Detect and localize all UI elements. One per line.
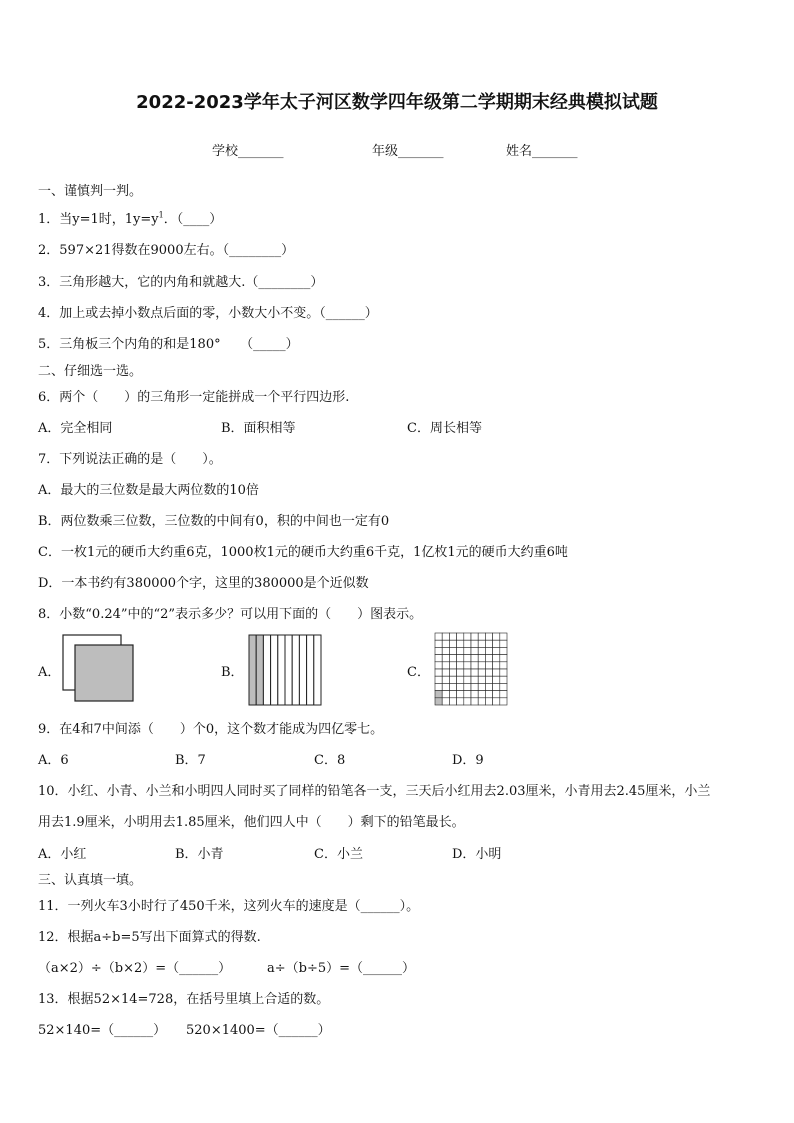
grid-cell: [464, 662, 471, 669]
grid-cell: [464, 683, 471, 690]
strip: [292, 635, 299, 705]
grid-cell: [493, 647, 500, 654]
grid-cell: [442, 633, 449, 640]
grid-cell: [471, 640, 478, 647]
grid-cell: [500, 633, 507, 640]
grid-cell: [500, 640, 507, 647]
grid-cell: [457, 662, 464, 669]
grid-cell: [457, 683, 464, 690]
page-title: 2022-2023学年太子河区数学四年级第二学期期末经典模拟试题: [136, 92, 658, 113]
q7-option-a[interactable]: A．最大的三位数是最大两位数的10倍: [38, 483, 259, 498]
grid-cell: [493, 655, 500, 662]
section-2-heading: 二、仔细选一选。: [38, 364, 143, 379]
grid-cell: [478, 640, 485, 647]
grid-cell: [449, 669, 456, 676]
grid-cell: [493, 640, 500, 647]
grade-field[interactable]: 年级_______: [372, 144, 444, 159]
grid-cell-shaded: [435, 698, 442, 705]
grid-cell: [471, 662, 478, 669]
name-field[interactable]: 姓名_______: [506, 144, 578, 159]
grid-cell: [478, 655, 485, 662]
question-6: 6．两个（ ）的三角形一定能拼成一个平行四边形.: [38, 390, 350, 405]
q10-option-a[interactable]: A．小红: [38, 847, 87, 862]
grid-cell: [449, 633, 456, 640]
q8-figure-a[interactable]: [62, 634, 136, 704]
q10-option-c[interactable]: C．小兰: [314, 847, 363, 862]
strip: [278, 635, 285, 705]
grid-cell: [435, 662, 442, 669]
grid-cell: [485, 683, 492, 690]
question-9: 9．在4和7中间添（ ）个0，这个数才能成为四亿零七。: [38, 722, 384, 737]
grid-cell: [493, 698, 500, 705]
question-8: 8．小数“0.24”中的“2”表示多少？可以用下面的（ ）图表示。: [38, 607, 423, 622]
question-12: 12．根据a÷b=5写出下面算式的得数.: [38, 930, 261, 945]
strip: [307, 635, 314, 705]
grid-cell: [493, 633, 500, 640]
grid-cell: [471, 691, 478, 698]
grid-cell: [464, 669, 471, 676]
grid-cell: [478, 647, 485, 654]
grid-cell: [485, 655, 492, 662]
unit-square-front: [75, 645, 133, 701]
grid-cell: [442, 676, 449, 683]
question-10-line-2: 用去1.9厘米，小明用去1.85厘米，他们四人中（ ）剩下的铅笔最长。: [38, 815, 465, 830]
grid-cell: [449, 683, 456, 690]
grid-cell: [457, 633, 464, 640]
grid-cell: [493, 683, 500, 690]
grid-cell-shaded: [435, 691, 442, 698]
grid-cell: [435, 647, 442, 654]
q9-option-d[interactable]: D．9: [452, 753, 484, 768]
strip: [271, 635, 278, 705]
grid-cell: [493, 669, 500, 676]
grid-cell: [435, 683, 442, 690]
grid-cell: [435, 633, 442, 640]
q12-expression-a[interactable]: （a×2）÷（b×2）=（______）: [38, 961, 232, 976]
grid-cell: [485, 691, 492, 698]
q10-option-b[interactable]: B．小青: [175, 847, 224, 862]
q8-option-a-label[interactable]: A．: [38, 665, 61, 680]
grid-cell: [435, 669, 442, 676]
q8-figure-b[interactable]: [248, 634, 323, 706]
grid-cell: [485, 669, 492, 676]
grid-cell: [500, 662, 507, 669]
grid-cell: [457, 669, 464, 676]
q8-option-b-label[interactable]: B．: [221, 665, 244, 680]
grid-cell: [449, 676, 456, 683]
question-13: 13．根据52×14=728，在括号里填上合适的数。: [38, 992, 330, 1007]
q1-superscript: 1: [158, 210, 164, 220]
grid-cell: [485, 698, 492, 705]
grid-cell: [449, 691, 456, 698]
q9-option-b[interactable]: B．7: [175, 753, 206, 768]
grid-cell: [500, 683, 507, 690]
strip: [263, 635, 270, 705]
grid-cell: [457, 647, 464, 654]
strip: [314, 635, 321, 705]
q7-option-c[interactable]: C．一枚1元的硬币大约重6克，1000枚1元的硬币大约重6千克，1亿枚1元的硬币大约重6吨: [38, 545, 568, 560]
grid-cell: [471, 647, 478, 654]
grid-cell: [478, 669, 485, 676]
grid-cell: [485, 676, 492, 683]
grid-cell: [493, 662, 500, 669]
q1-answer[interactable]: ．（____）: [163, 212, 223, 227]
grid-cell: [471, 676, 478, 683]
grid-cell: [493, 691, 500, 698]
question-10-line-1: 10．小红、小青、小兰和小明四人同时买了同样的铅笔各一支，三天后小红用去2.03厘米，小青用去2.45厘米，小兰: [38, 784, 711, 799]
grid-cell: [500, 691, 507, 698]
grid-cell: [471, 683, 478, 690]
grid-cell: [442, 640, 449, 647]
grid-cell: [442, 669, 449, 676]
q9-option-c[interactable]: C．8: [314, 753, 346, 768]
grid-cell: [449, 640, 456, 647]
strip: [299, 635, 306, 705]
question-2: 2．597×21得数在9000左右。（________）: [38, 243, 295, 258]
grid-cell: [449, 647, 456, 654]
grid-cell: [442, 647, 449, 654]
grid-cell: [442, 691, 449, 698]
question-7: 7．下列说法正确的是（ ）。: [38, 452, 222, 467]
q9-option-a[interactable]: A．6: [38, 753, 69, 768]
strip-shaded: [256, 635, 263, 705]
grid-cell: [442, 698, 449, 705]
grid-cell: [457, 676, 464, 683]
q7-option-b[interactable]: B．两位数乘三位数，三位数的中间有0，积的中间也一定有0: [38, 514, 390, 529]
strip-shaded: [249, 635, 256, 705]
grid-cell: [464, 655, 471, 662]
grid-cell: [449, 655, 456, 662]
grid-cell: [471, 633, 478, 640]
grid-cell: [435, 640, 442, 647]
question-4: 4．加上或去掉小数点后面的零，小数大小不变。（______）: [38, 306, 378, 321]
q10-option-d[interactable]: D．小明: [452, 847, 502, 862]
grid-cell: [435, 655, 442, 662]
q13-expression-a[interactable]: 52×140=（______）: [38, 1023, 167, 1038]
grid-cell: [500, 676, 507, 683]
grid-cell: [485, 633, 492, 640]
grid-cell: [478, 691, 485, 698]
section-1-heading: 一、谨慎判一判。: [38, 184, 143, 199]
grid-cell: [464, 640, 471, 647]
grid-cell: [464, 676, 471, 683]
q13-expression-b[interactable]: 520×1400=（______）: [186, 1023, 331, 1038]
question-11: 11．一列火车3小时行了450千米，这列火车的速度是（______）。: [38, 899, 420, 914]
question-5: 5．三角板三个内角的和是180° （_____）: [38, 337, 299, 352]
q7-option-d[interactable]: D．一本书约有380000个字，这里的380000是个近似数: [38, 576, 369, 591]
grid-cell: [471, 655, 478, 662]
grid-cell: [500, 647, 507, 654]
grid-cell: [464, 647, 471, 654]
grid-cell: [485, 640, 492, 647]
grid-cell: [500, 655, 507, 662]
strip: [285, 635, 292, 705]
grid-cell: [464, 691, 471, 698]
question-1: [38, 208, 222, 227]
grid-cell: [457, 640, 464, 647]
q12-expression-b[interactable]: a÷（b÷5）=（______）: [267, 961, 416, 976]
grid-cell: [500, 698, 507, 705]
grid-cell: [442, 655, 449, 662]
grid-cell: [485, 647, 492, 654]
section-3-heading: 三、认真填一填。: [38, 873, 143, 888]
grid-cell: [478, 676, 485, 683]
question-3: 3．三角形越大，它的内角和就越大.（________）: [38, 275, 324, 290]
q1-text: 1．当y=1时，1y=y: [38, 212, 159, 227]
grid-cell: [478, 633, 485, 640]
q8-option-c-label[interactable]: C．: [407, 665, 430, 680]
grid-cell: [478, 662, 485, 669]
grid-cell: [478, 683, 485, 690]
grid-cell: [485, 662, 492, 669]
grid-cell: [464, 633, 471, 640]
grid-cell: [478, 698, 485, 705]
q6-option-c[interactable]: C．周长相等: [407, 421, 482, 436]
grid-cell: [457, 655, 464, 662]
q8-figure-c[interactable]: [434, 632, 509, 706]
grid-cell: [493, 676, 500, 683]
school-field[interactable]: 学校_______: [212, 144, 284, 159]
grid-cell: [442, 683, 449, 690]
grid-cell: [471, 669, 478, 676]
q6-option-a[interactable]: A．完全相同: [38, 421, 113, 436]
grid-cell: [457, 691, 464, 698]
grid-cell: [449, 662, 456, 669]
grid-cell: [435, 676, 442, 683]
grid-cell: [457, 698, 464, 705]
grid-cell: [500, 669, 507, 676]
grid-cell: [464, 698, 471, 705]
grid-cell: [471, 698, 478, 705]
grid-cell: [442, 662, 449, 669]
grid-cell: [449, 698, 456, 705]
q6-option-b[interactable]: B．面积相等: [221, 421, 296, 436]
